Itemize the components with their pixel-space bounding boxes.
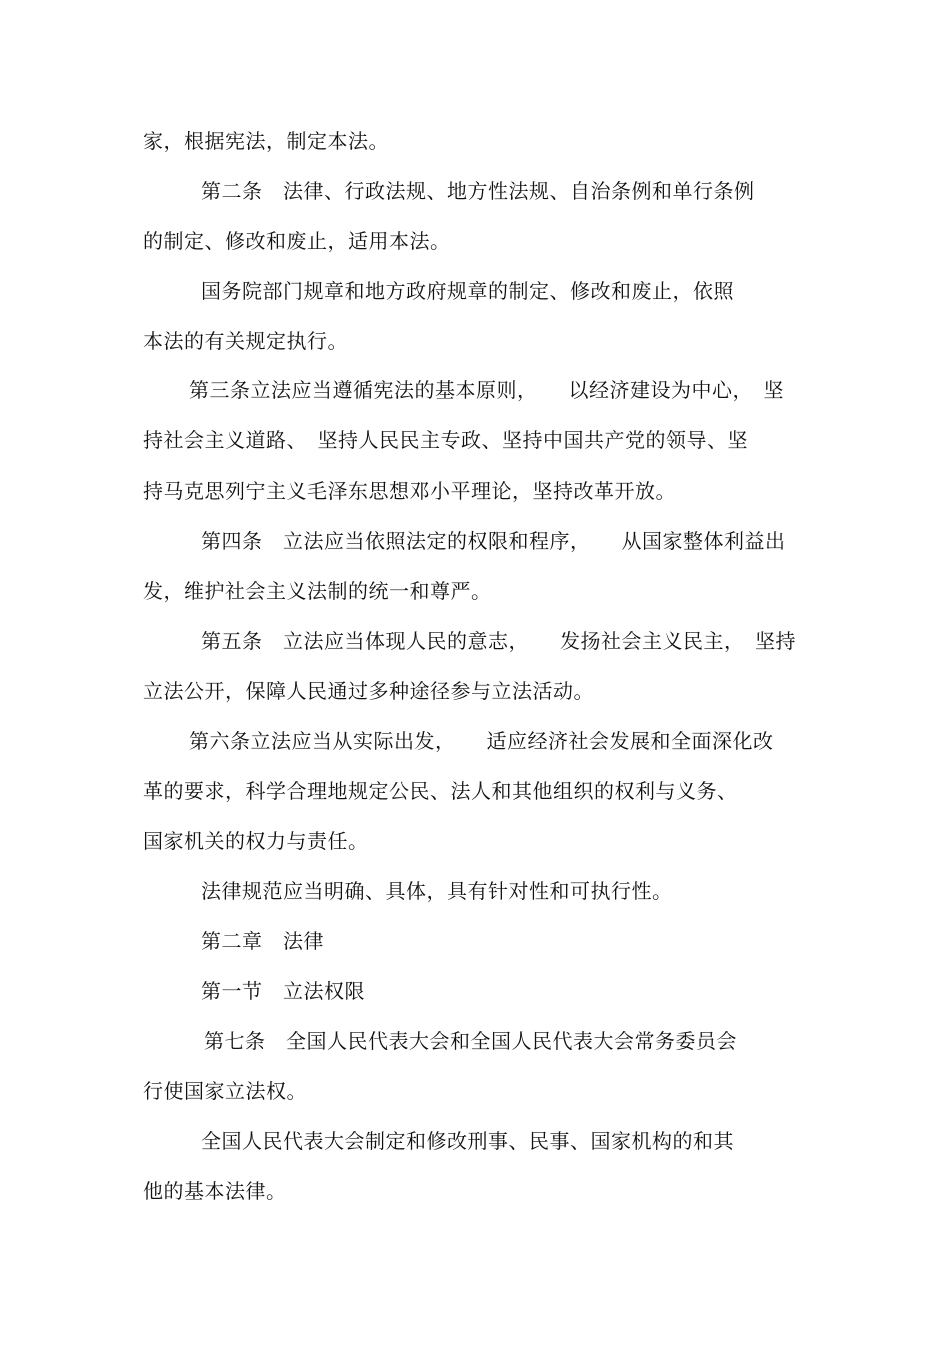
text-line: 家，根据宪法，制定本法。 (143, 129, 389, 153)
text-line: 第六条立法应当从实际出发， 适应经济社会发展和全面深化改 (189, 729, 774, 753)
text-line: 第五条 立法应当体现人民的意志， 发扬社会主义民主， 坚持 (201, 629, 796, 653)
text-line: 革的要求，科学合理地规定公民、法人和其他组织的权利与义务、 (143, 779, 738, 803)
text-line: 国务院部门规章和地方政府规章的制定、修改和废止，依照 (201, 279, 734, 303)
text-line: 的制定、修改和废止，适用本法。 (143, 229, 451, 253)
text-line: 第七条 全国人民代表大会和全国人民代表大会常务委员会 (204, 1029, 737, 1053)
text-line: 立法公开，保障人民通过多种途径参与立法活动。 (143, 679, 594, 703)
chapter-heading: 第二章 法律 (201, 929, 324, 953)
text-line: 全国人民代表大会制定和修改刑事、民事、国家机构的和其 (201, 1129, 734, 1153)
text-line: 发，维护社会主义法制的统一和尊严。 (143, 579, 492, 603)
text-line: 第二条 法律、行政法规、地方性法规、自治条例和单行条例 (201, 179, 755, 203)
text-line: 第三条立法应当遵循宪法的基本原则， 以经济建设为中心， 坚 (189, 378, 784, 402)
text-line: 国家机关的权力与责任。 (143, 829, 369, 853)
text-line: 行使国家立法权。 (143, 1079, 307, 1103)
text-line: 持社会主义道路、 坚持人民民主专政、坚持中国共产党的领导、坚 (143, 428, 748, 452)
text-line: 法律规范应当明确、具体，具有针对性和可执行性。 (201, 879, 673, 903)
text-line: 持马克思列宁主义毛泽东思想邓小平理论，坚持改革开放。 (143, 479, 676, 503)
text-line: 他的基本法律。 (143, 1179, 287, 1203)
section-heading: 第一节 立法权限 (201, 979, 365, 1003)
text-line: 本法的有关规定执行。 (143, 329, 348, 353)
text-line: 第四条 立法应当依照法定的权限和程序， 从国家整体利益出 (201, 529, 786, 553)
